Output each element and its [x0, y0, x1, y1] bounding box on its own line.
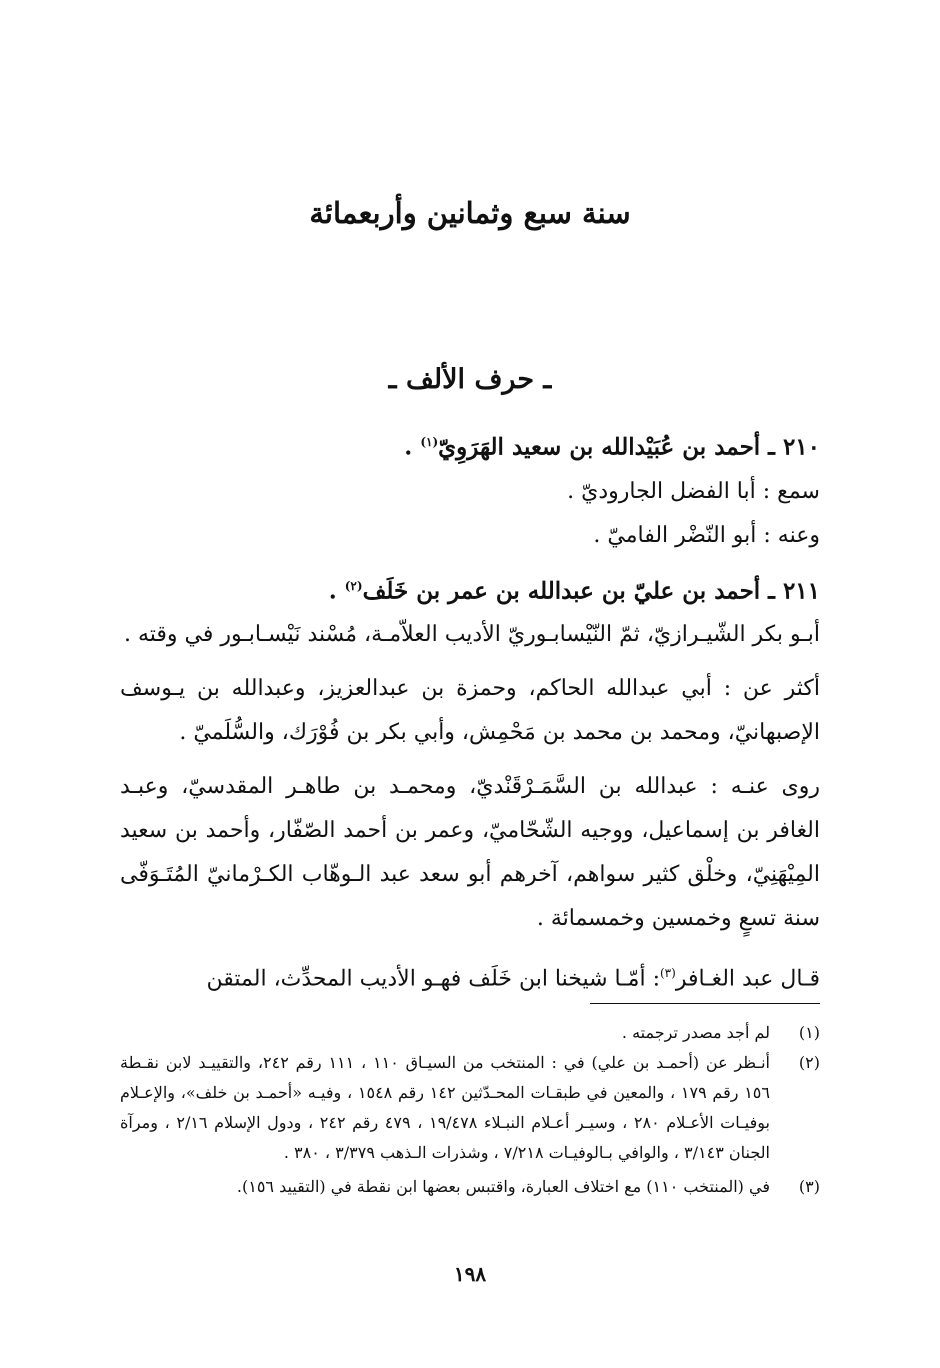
footnote-text: في (المنتخب ١١٠) مع اختلاف العبارة، واقتبس بعضها ابن نقطة في (التقييد ١٥٦).	[236, 1177, 770, 1196]
footnote-separator	[590, 1003, 820, 1004]
footnote-2	[120, 1048, 820, 1168]
entry-211-paragraph-3: روى عنـه : عبدالله بن السَّمَـرْقَنْديّ، ومحمـد بن طاهـر المقدسيّ، وعبـد الغافر بن إسماعيل، ووجيه الشّحّاميّ، وعمر بن أحمد الصّفّار، وأحمد بن سعيد المِيْهَنِيّ، وخلْق كثير سواهم، آخرهم أبو سعد عبد الـوهّاب الكـرْمانيّ المُتَـوَفّى سنة تسعٍ وخمسين وخمسمائة .	[120, 774, 820, 932]
footnote-ref-3[interactable]: (٣)	[659, 966, 676, 981]
paragraph-4-start: قـال عبد الغـافر	[675, 966, 820, 992]
page-number: ١٩٨	[453, 1262, 487, 1286]
footnote-ref-1[interactable]: (١)	[420, 435, 439, 449]
entry-211-paragraph-1: أبـو بكر الشّيـرازيّ، ثمّ النّيْسابـوريّ الأديب العلاّمـة، مُسْند نَيْسـابـور في وقته .	[123, 622, 820, 648]
entry-210-heading	[120, 420, 820, 470]
entry-211-heading-text: ٢١١ ـ أحمد بن عليّ بن عبدالله بن عمر بن خَلَف	[362, 577, 820, 605]
paragraph-4-rest: : أمّـا شيخنا ابن خَلَف فهـو الأديب المحدِّث، المتقن	[206, 966, 660, 992]
footnote-number: (٢)	[798, 1053, 820, 1072]
footnotes	[120, 1018, 820, 1202]
footnote-number: (١)	[798, 1023, 820, 1042]
entry-210-from-line: وعنه : أبو النّضْر الفاميّ .	[593, 522, 820, 548]
entry-210-heading-text: ٢١٠ ـ أحمد بن عُبَيْدالله بن سعيد الهَرَوِيّ	[438, 433, 820, 461]
footnote-3	[120, 1172, 820, 1202]
entry-211-heading-end: .	[328, 577, 337, 605]
entry-211-heading	[120, 564, 820, 614]
footnote-1	[120, 1018, 820, 1048]
entry-211-paragraph-2: أكثر عن : أبي عبدالله الحاكم، وحمزة بن عبدالعزيز، وعبدالله بن يـوسف الإصبهانيّ، ومحمد بن محمد بن مَحْمِش، وأبي بكر بن فُوْرَك، والسُّلَميّ .	[120, 676, 820, 746]
chapter-title: سنة سبع وثمانين وأربعمائة	[309, 196, 631, 230]
entry-210-heard-line: سمع : أبا الفضل الجاروديّ .	[567, 478, 820, 504]
entry-211-paragraph-4	[120, 951, 820, 1001]
footnote-text: لم أجد مصدر ترجمته .	[621, 1023, 770, 1042]
footnote-number: (٣)	[798, 1177, 820, 1196]
section-title: ـ حرف الألف ـ	[388, 364, 552, 395]
entry-210-heading-end: .	[404, 433, 413, 461]
footnote-ref-2[interactable]: (٢)	[344, 578, 363, 593]
footnote-text: أنـظر عن (أحمـد بن علي) في : المنتخب من السيـاق ١١٠ ، ١١١ رقم ٢٤٢، والتقييـد لابن نقـطة ١٥٦ رقم ١٧٩ ، والمعين في طبقـات المحـدّثين ١٤٢ رقم ١٥٤٨ ، وفيـه «أحمـد بن خلف»، والإعـلام بوفيـات الأعـلام ٢٨٠ ، وسيـر أعـلام النبـلاء ١٩/٤٧٨ ، ٤٧٩ رقم ٢٤٢ ، ودول الإسلام ٢/١٦ ، ومرآة الجنان ٣/١٤٣ ، والوافي بـالوفيـات ٧/٢١٨ ، وشذرات الـذهب ٣/٣٧٩ ، ٣٨٠ .	[120, 1053, 770, 1162]
main-text	[120, 420, 820, 1002]
